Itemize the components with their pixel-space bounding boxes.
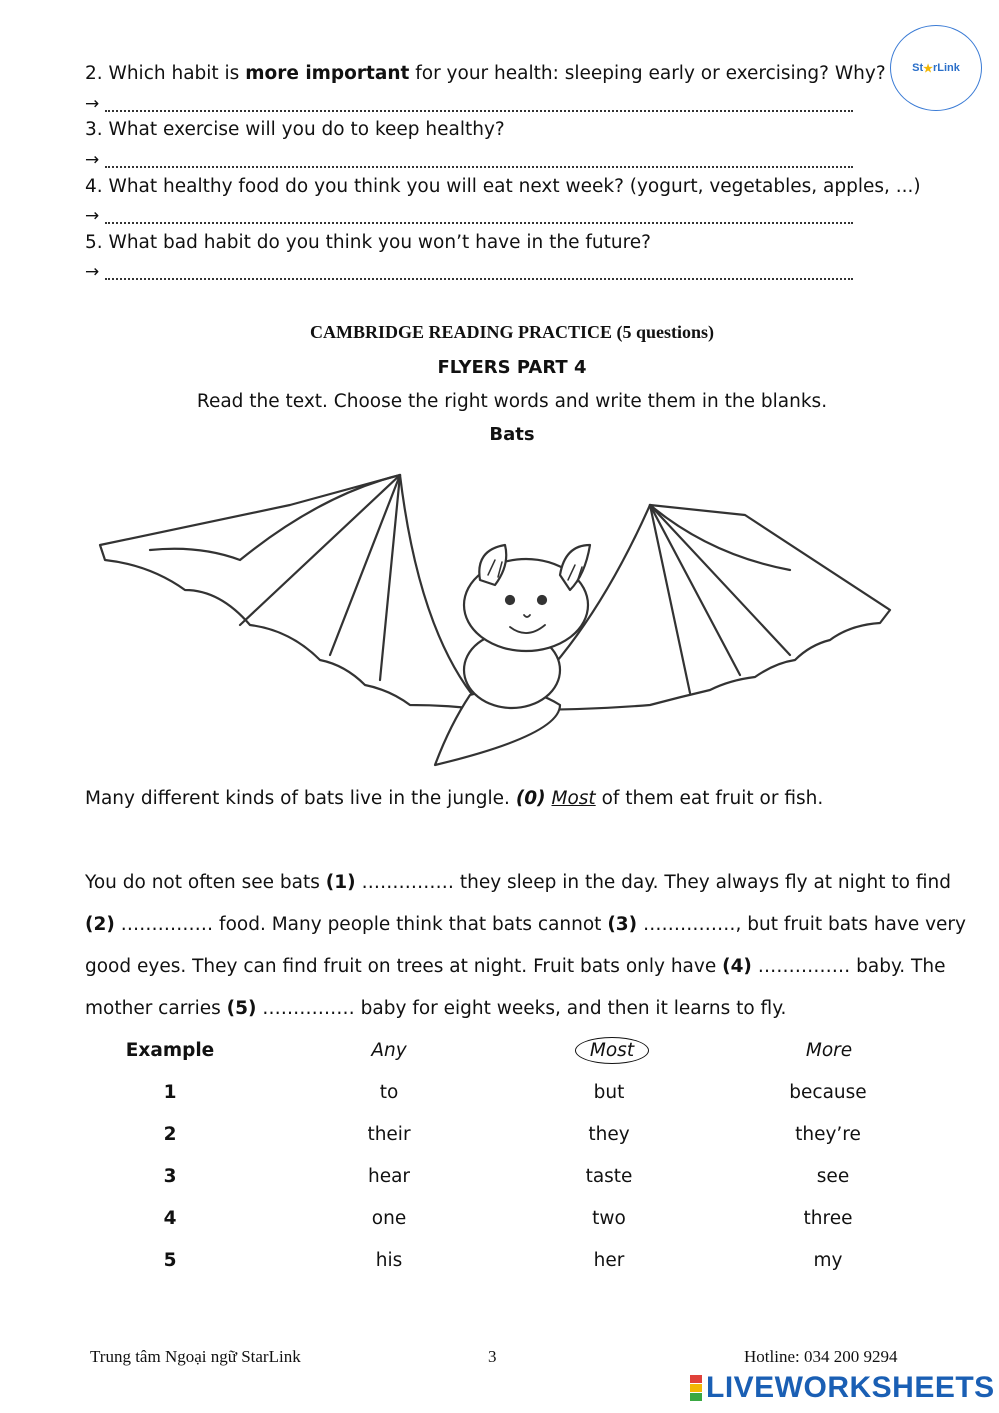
options-row-2: 2 their they they’re xyxy=(0,1124,999,1154)
question-5: 5. What bad habit do you think you won’t have in the future? xyxy=(85,232,651,253)
option-a[interactable]: to xyxy=(379,1082,399,1103)
blank-number-2: (2) xyxy=(85,914,115,935)
blank-1[interactable]: …………… they sleep in the day. They always fly at night to find xyxy=(355,872,951,893)
starlink-logo: St ★ rLink xyxy=(890,25,982,111)
option-c[interactable]: because xyxy=(789,1082,867,1103)
arrow-icon: → xyxy=(85,206,100,226)
answer-line-5[interactable] xyxy=(85,262,853,282)
story-intro: Many different kinds of bats live in the jungle. (0) Most of them eat fruit or fish. xyxy=(85,788,824,809)
option-b[interactable]: her xyxy=(593,1250,625,1271)
option-c[interactable]: they’re xyxy=(795,1124,861,1145)
blank-number-4: (4) xyxy=(722,956,752,977)
answer-line-2[interactable] xyxy=(85,94,853,114)
arrow-icon: → xyxy=(85,150,100,170)
option-c[interactable]: my xyxy=(813,1250,843,1271)
story-line-4: mother carries (5) …………… baby for eight weeks, and then it learns to fly. xyxy=(85,998,787,1019)
story-line-3: good eyes. They can find fruit on trees at night. Fruit bats only have (4) …………… baby. The xyxy=(85,956,946,977)
option-b[interactable]: two xyxy=(592,1208,626,1229)
footer-hotline: Hotline: 034 200 9294 xyxy=(744,1347,898,1366)
blank-2[interactable]: …………… food. Many people think that bats cannot xyxy=(114,914,608,935)
blank-5[interactable]: …………… baby for eight weeks, and then it learns to fly. xyxy=(256,998,787,1019)
options-row-5: 5 his her my xyxy=(0,1250,999,1280)
arrow-icon: → xyxy=(85,262,100,282)
blank-number-5: (5) xyxy=(226,998,257,1019)
example-answer: Most xyxy=(551,788,596,809)
question-2-text: 2. Which habit is xyxy=(85,63,246,84)
bat-body xyxy=(435,545,590,765)
part-title: FLYERS PART 4 xyxy=(437,357,587,378)
section-title: CAMBRIDGE READING PRACTICE (5 questions) xyxy=(309,322,715,342)
option-b xyxy=(512,1040,712,1064)
liveworksheets-logo-icon xyxy=(690,1375,702,1401)
question-2-bold: more important xyxy=(245,63,410,84)
options-row-4: 4 one two three xyxy=(0,1208,999,1238)
option-b[interactable]: taste xyxy=(585,1166,633,1187)
option-a[interactable]: their xyxy=(367,1124,411,1145)
bat-illustration xyxy=(90,465,905,770)
option-a: Any xyxy=(371,1040,407,1061)
liveworksheets-watermark xyxy=(690,1370,995,1406)
answer-line-3[interactable] xyxy=(85,150,853,170)
example-label: Example xyxy=(125,1040,215,1061)
story-line-1: You do not often see bats (1) …………… they sleep in the day. They always fly at night to find xyxy=(85,872,951,893)
star-icon: ★ xyxy=(923,62,933,75)
story-line-2 xyxy=(85,914,966,935)
option-b[interactable]: they xyxy=(588,1124,630,1145)
question-2-suffix: for your health: sleeping early or exercising? Why? xyxy=(409,63,886,84)
blank-4[interactable]: …………… baby. The xyxy=(751,956,946,977)
options-row-1: 1 to but because xyxy=(0,1082,999,1112)
question-3: 3. What exercise will you do to keep healthy? xyxy=(85,119,505,140)
text-title: Bats xyxy=(489,424,535,445)
example-number: (0) xyxy=(515,788,546,809)
options-row-example xyxy=(0,1040,999,1070)
watermark-text: LIVEWORKSHEETS xyxy=(706,1371,995,1404)
dotted-blank[interactable] xyxy=(105,108,853,112)
option-b[interactable]: but xyxy=(593,1082,625,1103)
circled-answer: Most xyxy=(575,1037,649,1064)
left-wing xyxy=(100,475,485,710)
answer-line-4[interactable] xyxy=(85,206,853,226)
blank-number-3: (3) xyxy=(607,914,638,935)
option-c[interactable]: three xyxy=(803,1208,853,1229)
question-2 xyxy=(85,63,886,84)
question-4: 4. What healthy food do you think you will eat next week? (yogurt, vegetables, apples, ...) xyxy=(85,176,921,197)
option-c: More xyxy=(805,1040,853,1061)
page-number: 3 xyxy=(488,1347,497,1366)
instruction: Read the text. Choose the right words and write them in the blanks. xyxy=(196,391,828,412)
blank-number-1: (1) xyxy=(325,872,356,893)
dotted-blank[interactable] xyxy=(105,220,853,224)
footer-center-name: Trung tâm Ngoại ngữ StarLink xyxy=(90,1347,301,1366)
option-a[interactable]: hear xyxy=(367,1166,411,1187)
dotted-blank[interactable] xyxy=(105,164,853,168)
option-a[interactable]: his xyxy=(375,1250,403,1271)
blank-3[interactable]: ……………, but fruit bats have very xyxy=(637,914,966,935)
option-c[interactable]: see xyxy=(816,1166,850,1187)
option-a[interactable]: one xyxy=(371,1208,407,1229)
arrow-icon: → xyxy=(85,94,100,114)
dotted-blank[interactable] xyxy=(105,276,853,280)
options-row-3: 3 hear taste see xyxy=(0,1166,999,1196)
